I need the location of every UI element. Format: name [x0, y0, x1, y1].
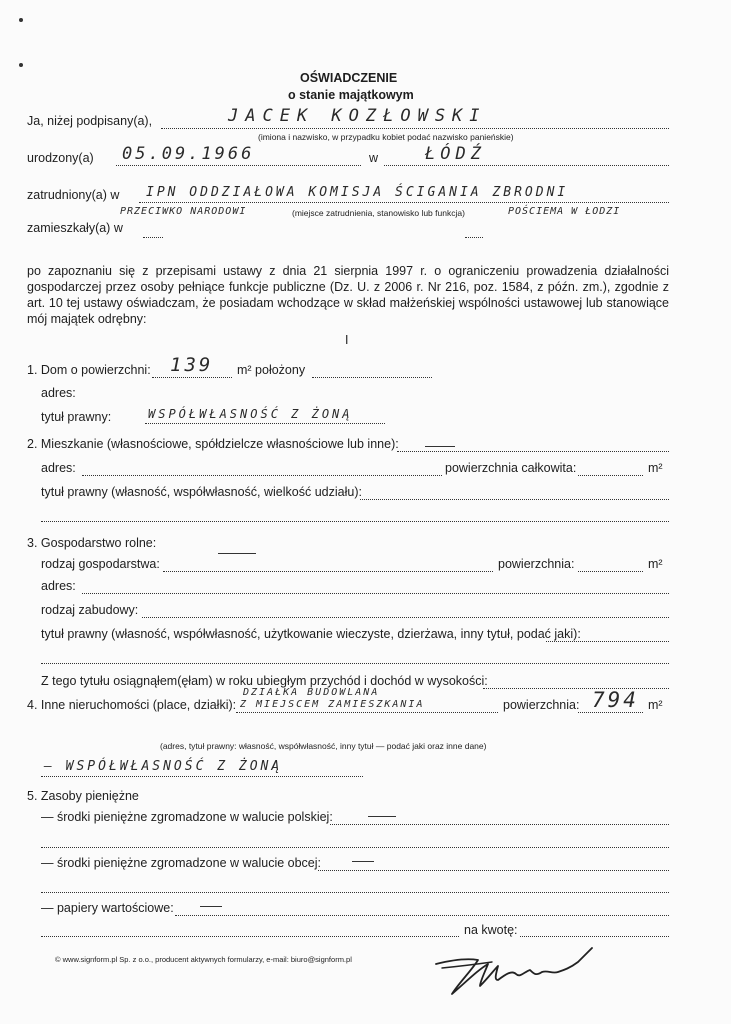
resident-label: zamieszkały(a) w — [27, 221, 123, 235]
house-location-field[interactable] — [312, 377, 432, 378]
born-in-label: w — [369, 151, 379, 165]
handwritten-house-area: 139 — [170, 354, 214, 376]
section-roman-numeral: I — [345, 333, 349, 347]
farm-type-field[interactable] — [163, 571, 493, 572]
house-title-label: tytuł prawny: — [41, 410, 112, 424]
cash-foreign-field-2[interactable] — [41, 892, 669, 893]
scan-speck — [19, 18, 23, 22]
handwritten-name: JACEK KOZŁOWSKI — [228, 106, 487, 126]
flat-area-unit: m² — [648, 461, 663, 475]
securities-amount-field[interactable] — [520, 936, 669, 937]
securities-field[interactable] — [175, 915, 669, 916]
other-property-area-label: powierzchnia: — [503, 698, 580, 712]
form-title: OŚWIADCZENIE — [300, 71, 398, 85]
flat-title-label: tytuł prawny (własność, współwłasność, wielkość udziału): — [41, 485, 362, 499]
birth-place-field[interactable] — [384, 165, 669, 166]
farm-area-unit: m² — [648, 557, 663, 571]
handwritten-birth-date: 05.09.1966 — [122, 144, 255, 164]
other-property-hint: (adres, tytuł prawny: własność, współwłasność, inny tytuł — podać jaki oraz inne dane) — [160, 741, 487, 751]
farm-address-field[interactable] — [82, 593, 669, 594]
securities-field-2[interactable] — [41, 936, 459, 937]
other-property-label: 4. Inne nieruchomości (place, działki): — [27, 698, 237, 712]
employment-hint: (miejsce zatrudnienia, stanowisko lub funkcja) — [292, 208, 465, 218]
farm-type-label: rodzaj gospodarstwa: — [41, 557, 160, 571]
farm-area-label: powierzchnia: — [498, 557, 575, 571]
cash-pln-label: — środki pieniężne zgromadzone w walucie polskiej: — [41, 810, 333, 824]
other-property-title-field[interactable] — [41, 776, 363, 777]
other-property-field[interactable] — [236, 712, 498, 713]
farm-type-dash — [218, 553, 256, 554]
house-title-field[interactable] — [145, 423, 385, 424]
name-hint: (imiona i nazwisko, w przypadku kobiet podać nazwisko panieńskie) — [258, 132, 514, 142]
house-address-label: adres: — [41, 386, 76, 400]
securities-label: — papiery wartościowe: — [41, 901, 174, 915]
cash-foreign-field[interactable] — [318, 870, 669, 871]
handwritten-birth-place: ŁÓDŹ — [425, 144, 486, 164]
intro-paragraph: po zapoznaniu się z przepisami ustawy z dnia 21 sierpnia 1997 r. o ograniczeniu prowadzenia działalności gospodarczej przez osoby pełniące funkcje publiczne (Dz. U. z 2006 r. Nr 216, poz. 1584, z późn. zm.), zgodnie z art. 10 tej ustawy oświadczam, że posiadam wchodzące w skład małżeńskiej wspólności ustawowej lub stanowiące mój majątek odrębny: — [27, 264, 669, 326]
signature-image — [432, 940, 602, 1000]
signed-label: Ja, niżej podpisany(a), — [27, 114, 153, 128]
handwritten-plot-type: DZIAŁKA BUDOWLANA — [243, 687, 380, 698]
handwritten-plot-description: Z MIEJSCEM ZAMIESZKANIA — [240, 699, 425, 710]
farm-income-label: Z tego tytułu osiągnąłem(ęłam) w roku ubiegłym przychód i dochód w wysokości: — [41, 674, 488, 688]
birth-date-field[interactable] — [116, 165, 361, 166]
cash-pln-dash — [368, 816, 396, 817]
farm-title-field[interactable] — [546, 641, 669, 642]
cash-label: 5. Zasoby pieniężne — [27, 789, 139, 803]
flat-address-field[interactable] — [82, 475, 442, 476]
securities-dash — [200, 906, 222, 907]
form-subtitle: o stanie majątkowym — [288, 88, 414, 102]
farm-label: 3. Gospodarstwo rolne: — [27, 536, 157, 550]
cash-foreign-label: — środki pieniężne zgromadzone w walucie obcej: — [41, 856, 322, 870]
scan-speck — [19, 63, 23, 67]
farm-title-field-2[interactable] — [41, 663, 669, 664]
residence-field-fragment[interactable] — [143, 237, 163, 238]
farm-address-label: adres: — [41, 579, 76, 593]
securities-amount-label: na kwotę: — [464, 923, 518, 937]
cash-pln-field[interactable] — [330, 824, 669, 825]
born-label: urodzony(a) — [27, 151, 94, 165]
handwritten-employer-line2-left: PRZECIWKO NARODOWI — [120, 206, 247, 217]
flat-label: 2. Mieszkanie (własnościowe, spółdzielcze własnościowe lub inne): — [27, 437, 399, 451]
house-label: 1. Dom o powierzchni: — [27, 363, 151, 377]
employed-label: zatrudniony(a) w — [27, 188, 120, 202]
flat-area-label: powierzchnia całkowita: — [445, 461, 577, 475]
name-field[interactable] — [161, 128, 669, 129]
residence-field-fragment[interactable] — [465, 237, 483, 238]
publisher-footer: © www.signform.pl Sp. z o.o., producent aktywnych formularzy, e-mail: biuro@signform.pl — [55, 955, 352, 964]
handwritten-employer-line1: IPN ODDZIAŁOWA KOMISJA ŚCIGANIA ZBRODNI — [146, 185, 569, 200]
flat-title-field-2[interactable] — [41, 521, 669, 522]
cash-foreign-dash — [352, 861, 374, 862]
handwritten-employer-line2-right: POŚCIEMA W ŁODZI — [508, 206, 621, 217]
flat-address-label: adres: — [41, 461, 76, 475]
handwritten-plot-area: 794 — [592, 688, 639, 712]
handwritten-house-title: WSPÓŁWŁASNOŚĆ Z ŻONĄ — [148, 407, 353, 421]
employer-field[interactable] — [139, 202, 669, 203]
flat-area-field[interactable] — [578, 475, 643, 476]
farm-buildings-field[interactable] — [142, 617, 669, 618]
farm-title-label: tytuł prawny (własność, współwłasność, użytkowanie wieczyste, dzierżawa, inny tytuł, podać jaki): — [41, 627, 581, 641]
farm-area-field[interactable] — [578, 571, 643, 572]
other-property-area-unit: m² — [648, 698, 663, 712]
flat-dash — [425, 446, 455, 447]
handwritten-plot-title: – WSPÓŁWŁASNOŚĆ Z ŻONĄ — [44, 759, 283, 774]
flat-type-field[interactable] — [397, 451, 669, 452]
house-area-field[interactable] — [152, 377, 232, 378]
farm-income-field[interactable] — [483, 688, 669, 689]
other-property-area-field[interactable] — [578, 712, 643, 713]
farm-buildings-label: rodzaj zabudowy: — [41, 603, 139, 617]
flat-title-field[interactable] — [360, 499, 669, 500]
cash-pln-field-2[interactable] — [41, 847, 669, 848]
house-unit-label: m² położony — [237, 363, 306, 377]
